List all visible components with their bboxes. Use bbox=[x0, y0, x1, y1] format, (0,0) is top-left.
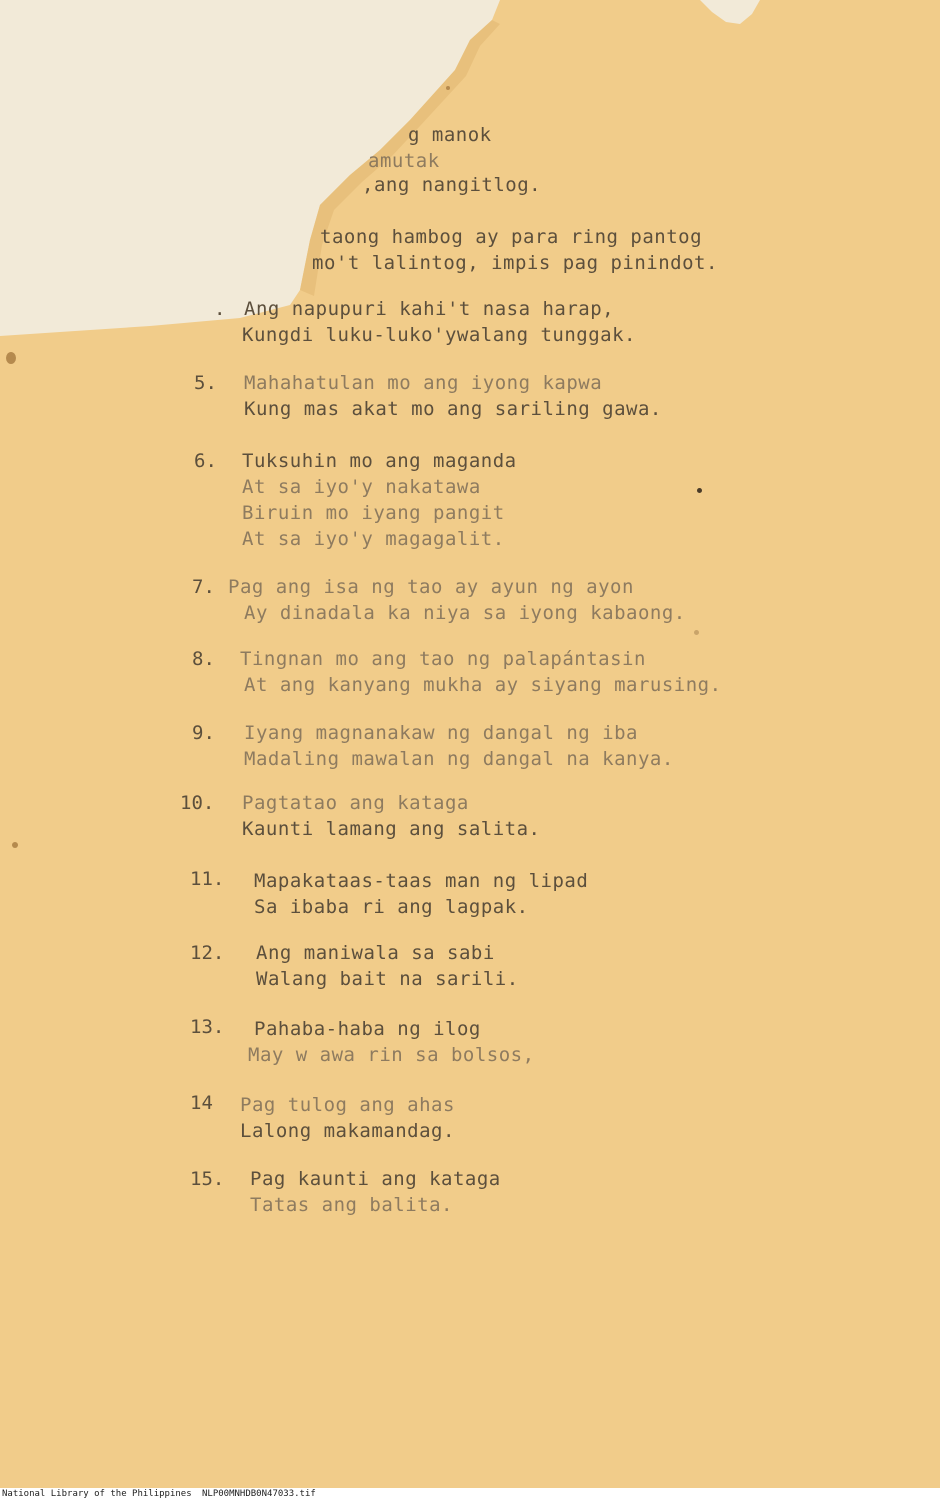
saying-line: May w awa rin sa bolsos, bbox=[248, 1044, 535, 1066]
ink-spot bbox=[446, 86, 450, 90]
saying-number: 5. bbox=[194, 372, 217, 394]
saying-line: Lalong makamandag. bbox=[240, 1120, 455, 1142]
saying-line: Sa ibaba ri ang lagpak. bbox=[254, 896, 529, 918]
saying-line: Pag kaunti ang kataga bbox=[250, 1168, 501, 1190]
saying-line: Tingnan mo ang tao ng palapántasin bbox=[240, 648, 646, 670]
saying-number: 7. bbox=[192, 576, 215, 598]
saying-number: 9. bbox=[192, 722, 215, 744]
saying-number: 10. bbox=[180, 792, 215, 814]
saying-line: At ang kanyang mukha ay siyang marusing. bbox=[244, 674, 722, 696]
saying-line: Mapakataas-taas man ng lipad bbox=[254, 870, 589, 892]
library-credit: National Library of the Philippines bbox=[2, 1489, 192, 1499]
saying-line: Iyang magnanakaw ng dangal ng iba bbox=[244, 722, 638, 744]
saying-line: mo't lalintog, impis pag pinindot. bbox=[312, 252, 718, 274]
scan-footer bbox=[0, 1488, 940, 1500]
ink-spot bbox=[6, 352, 16, 364]
ink-spot bbox=[694, 630, 699, 635]
saying-number: 15. bbox=[190, 1168, 225, 1190]
saying-line: Kaunti lamang ang salita. bbox=[242, 818, 541, 840]
saying-line: Mahahatulan mo ang iyong kapwa bbox=[244, 372, 603, 394]
ink-spot bbox=[12, 842, 18, 848]
saying-line: Madaling mawalan ng dangal na kanya. bbox=[244, 748, 674, 770]
saying-line: Walang bait na sarili. bbox=[256, 968, 519, 990]
saying-line: Tatas ang balita. bbox=[250, 1194, 453, 1216]
file-identifier: NLP00MNHDB0N47033.tif bbox=[202, 1489, 316, 1499]
saying-line: Kung mas akat mo ang sariling gawa. bbox=[244, 398, 662, 420]
fragment-line: amutak bbox=[368, 150, 440, 172]
saying-line: taong hambog ay para ring pantog bbox=[320, 226, 703, 248]
saying-line: Pag tulog ang ahas bbox=[240, 1094, 455, 1116]
saying-number: 12. bbox=[190, 942, 225, 964]
saying-number: 6. bbox=[194, 450, 217, 472]
fragment-line: ,ang nangitlog. bbox=[362, 174, 542, 196]
saying-line: At sa iyo'y nakatawa bbox=[242, 476, 481, 498]
saying-line: Tuksuhin mo ang maganda bbox=[242, 450, 517, 472]
saying-line: At sa iyo'y magagalit. bbox=[242, 528, 505, 550]
saying-number: 11. bbox=[190, 868, 225, 890]
saying-number: 13. bbox=[190, 1016, 225, 1038]
saying-number: 8. bbox=[192, 648, 215, 670]
saying-number: . bbox=[214, 298, 226, 320]
saying-line: Pagtatao ang kataga bbox=[242, 792, 469, 814]
saying-line: Biruin mo iyang pangit bbox=[242, 502, 505, 524]
saying-line: Pag ang isa ng tao ay ayun ng ayon bbox=[228, 576, 634, 598]
saying-number: 14 bbox=[190, 1092, 213, 1114]
saying-line: Kungdi luku-luko'ywalang tunggak. bbox=[242, 324, 636, 346]
fragment-line: g manok bbox=[408, 124, 492, 146]
saying-line: Ay dinadala ka niya sa iyong kabaong. bbox=[244, 602, 686, 624]
ink-spot bbox=[697, 488, 702, 493]
saying-line: Ang maniwala sa sabi bbox=[256, 942, 495, 964]
saying-line: Pahaba-haba ng ilog bbox=[254, 1018, 481, 1040]
saying-line: Ang napupuri kahi't nasa harap, bbox=[244, 298, 615, 320]
